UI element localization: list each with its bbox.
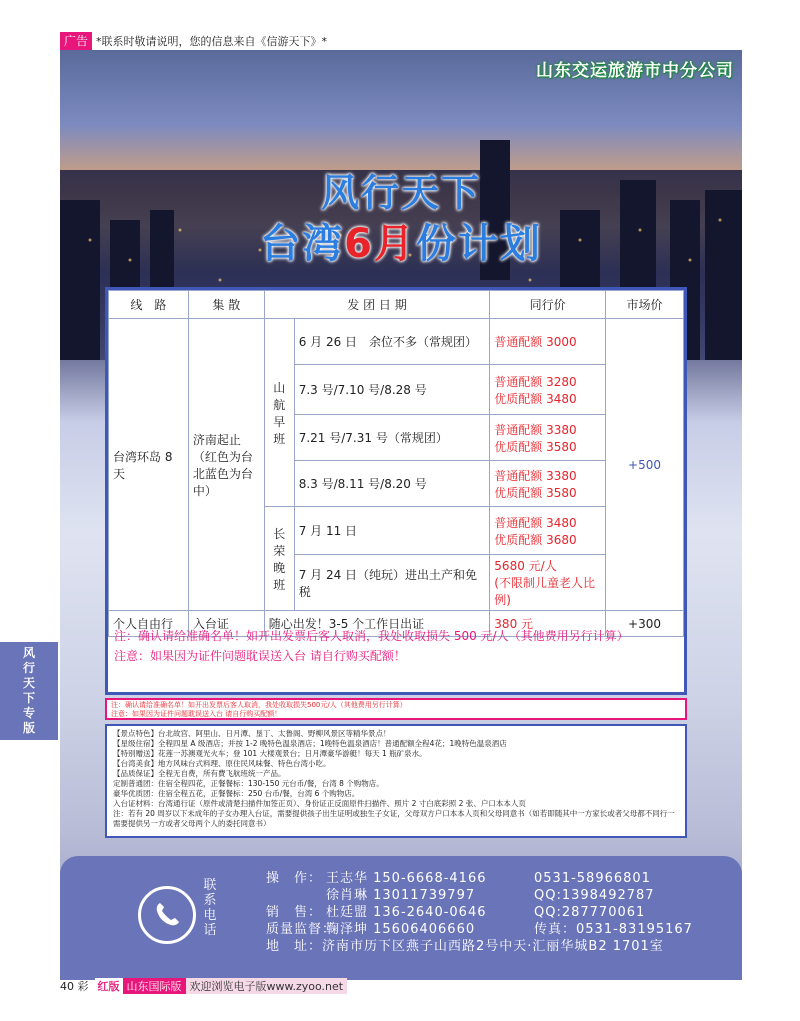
contact-person: 杜廷盟 136-2640-0646 xyxy=(326,905,487,920)
price-cell xyxy=(490,507,606,555)
footer-bar xyxy=(60,978,347,994)
schedule-table xyxy=(108,290,684,637)
contact-row xyxy=(266,887,736,904)
price-premium: (不限制儿童老人比例) xyxy=(494,576,595,607)
table-note-1: 注：确认请给准确名单！如开出发票后客人取消，我处收取损失 500 元/人（其他费用另行计算） xyxy=(114,629,629,643)
table-header-row xyxy=(109,291,684,319)
date-cell: 7 月 11 日 xyxy=(294,507,490,555)
header-bar xyxy=(60,32,742,50)
feature-line: 定制普通团：住宿全程四花，正餐餐标：130-150 元台币/餐，台湾 8 个购物店。 xyxy=(113,779,384,788)
route-cell: 台湾环岛 8天 xyxy=(109,319,189,611)
free-gather-cell: 入台证 xyxy=(188,611,264,637)
feature-line: 【景点特色】台北故宫、阿里山、日月潭、垦丁、太鲁阁、野柳风景区等精华景点！ xyxy=(113,729,391,738)
ad-label: 广告 xyxy=(60,32,92,50)
free-route-cell: 个人自由行 xyxy=(109,611,189,637)
gather-cell: 济南起止（红色为台北蓝色为台中） xyxy=(188,319,264,611)
side-tab xyxy=(0,642,58,740)
feature-line: 【品质保证】全程无自费，所有費飞航班统一产品。 xyxy=(113,769,286,778)
free-date-cell: 随心出发！3-5 个工作日出证 xyxy=(264,611,490,637)
date-cell: 6 月 26 日 余位不多（常规团） xyxy=(294,319,490,365)
airline-cell: 长荣 晚班 xyxy=(264,507,294,611)
contact-extra: 0531-58966801 xyxy=(534,871,651,886)
price-cell: 普通配额 3000 xyxy=(490,319,606,365)
col-header-gather: 集 散 xyxy=(188,291,264,319)
market-price-cell: +500 xyxy=(606,319,684,611)
contact-row xyxy=(266,921,736,938)
contact-role: 操 作： xyxy=(266,871,323,886)
price-normal: 普通配额 3380 xyxy=(494,468,577,483)
col-header-market-price: 市场价 xyxy=(606,291,684,319)
price-cell xyxy=(490,461,606,507)
airline-cell: 山航 早班 xyxy=(264,319,294,507)
contact-label: 联系电话 xyxy=(203,878,217,938)
title-line1: 风行天下 xyxy=(320,171,481,215)
price-cell xyxy=(490,555,606,611)
title-line2-pre: 台湾 xyxy=(260,221,345,267)
price-premium: 优质配额 3680 xyxy=(494,532,577,547)
price-cell xyxy=(490,365,606,415)
contact-row xyxy=(266,870,736,887)
table-note-2: 注意：如果因为证件问题耽误送入台 请自行购买配额！ xyxy=(114,649,406,663)
date-cell: 7 月 24 日（纯玩）进出土产和免税 xyxy=(294,555,490,611)
contact-role xyxy=(266,887,326,904)
contact-extra: 传真：0531-83195167 xyxy=(534,922,693,937)
contact-address: 地 址：济南市历下区燕子山西路2号中天·汇丽华城B2 1701室 xyxy=(266,939,664,954)
small-note-2: 注意：如果因为证件问题耽误送入台 请自行购买配额！ xyxy=(111,710,282,718)
ad-panel xyxy=(60,50,742,980)
title-line2 xyxy=(60,212,742,269)
edition-label: 红版 xyxy=(95,978,123,994)
small-note-1: 注：确认请给准确名单！如开出发票后客人取消，我处收取损失500元/人（其他费用另行计算） xyxy=(111,701,407,709)
page-number: 40 彩 xyxy=(60,980,89,993)
price-premium: 优质配额 3480 xyxy=(494,391,577,406)
date-cell: 7.3 号/7.10 号/8.28 号 xyxy=(294,365,490,415)
col-header-trade-price: 同行价 xyxy=(490,291,606,319)
feature-line: 【特别赠送】花莲一苏澳观光火车；登 101 大楼观景台；日月潭豪华游艇！每天 1 瓶矿泉水。 xyxy=(113,749,427,758)
free-price-cell: 380 元 xyxy=(490,611,606,637)
price-normal: 5680 元/人 xyxy=(494,559,557,573)
price-premium: 优质配额 3580 xyxy=(494,485,577,500)
contact-role: 质量监督： xyxy=(266,922,337,937)
title-line2-highlight: 6月 xyxy=(344,221,416,267)
schedule-table-box xyxy=(105,287,687,695)
price-normal: 普通配额 3380 xyxy=(494,422,577,437)
price-normal: 普通配额 3280 xyxy=(494,374,577,389)
contact-person: 鞠泽坤 15606406660 xyxy=(326,922,476,937)
col-header-route: 线 路 xyxy=(109,291,189,319)
small-notes-box xyxy=(105,698,687,720)
edition-region: 山东国际版 xyxy=(123,978,186,994)
price-premium: 优质配额 3580 xyxy=(494,439,577,454)
date-cell: 7.21 号/7.31 号（常规团） xyxy=(294,415,490,461)
feature-line: 注：若有 20 周岁以下未成年的子女办理入台证，需要提供孩子出生证明或独生子女证，父母双方户口本本人页和父母同意书（如若即随其中一方家长或者父母都不同行一需要提供另一方或者父母两个人的委托同意书） xyxy=(113,809,675,828)
table-notes xyxy=(108,622,684,670)
contact-extra: QQ:1398492787 xyxy=(534,888,655,903)
website-link[interactable]: 欢迎浏览电子版www.zyoo.net xyxy=(186,978,348,994)
feature-line: 【台湾美食】地方风味台式料理、原住民风味餐、特色台湾小吃。 xyxy=(113,759,331,768)
features-box xyxy=(105,724,687,838)
company-name: 山东交运旅游市中分公司 xyxy=(536,61,734,81)
date-cell: 8.3 号/8.11 号/8.20 号 xyxy=(294,461,490,507)
contact-role: 销 售： xyxy=(266,905,323,920)
contact-panel xyxy=(60,856,742,980)
feature-line: 豪华优质团：住宿全程五花，正餐餐标：250 台币/餐，台湾 6 个购物店。 xyxy=(113,789,360,798)
feature-line: 【星级住宿】全程四星 A 级酒店；并按 1-2 晚特色温泉酒店；1晚特色温泉酒店！普通配额全程4花；1晚特色温泉酒店 xyxy=(113,739,507,748)
side-tab-label: 风行天下专版 xyxy=(22,646,35,735)
contact-row xyxy=(266,904,736,921)
contact-person: 徐肖琳 13011739797 xyxy=(326,888,476,903)
table-row xyxy=(109,319,684,365)
price-normal: 普通配额 3480 xyxy=(494,515,577,530)
contact-lines xyxy=(266,870,736,955)
price-cell xyxy=(490,415,606,461)
free-market-cell: +300 xyxy=(606,611,684,637)
title-line2-post: 份计划 xyxy=(415,221,542,267)
contact-extra: QQ:287770061 xyxy=(534,905,646,920)
source-notice: *联系时敬请说明，您的信息来自《信游天下》* xyxy=(96,35,328,48)
feature-line: 入台证材料：台湾通行证（原件或清楚扫描件加签正页）、身份证正反面原件扫描件、照片 2 寸白底彩照 2 张、户口本本人页 xyxy=(113,799,526,808)
phone-icon xyxy=(138,886,196,944)
contact-person: 王志华 150-6668-4166 xyxy=(326,871,487,886)
col-header-date: 发 团 日 期 xyxy=(264,291,490,319)
